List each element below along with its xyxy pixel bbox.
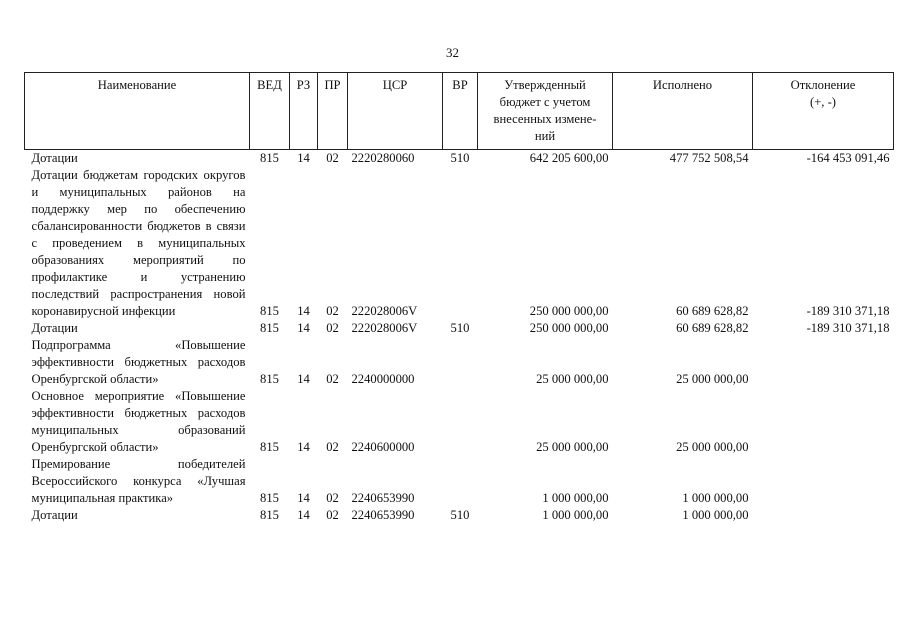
cell-name: Дотации [31,151,78,165]
cell-deviation: -189 310 371,18 [806,321,890,335]
cell-rz: 14 [297,508,310,522]
budget-table [24,72,894,524]
cell-csr: 222028006V [351,304,418,318]
table-row [25,150,894,168]
cell-name: Подпрограмма «Повышение эффективности бюджетных расходов Оренбургской области» [31,338,246,386]
table-row [25,507,894,524]
cell-csr: 2240653990 [351,491,415,505]
page-number: 32 [446,45,459,60]
cell-vr [443,456,478,507]
cell-approved: 642 205 600,00 [529,151,609,165]
cell-vr [443,388,478,456]
cell-pr: 02 [326,508,339,522]
cell-name: Премирование победителей Всероссийского конкурса «Лучшая муниципальная практика» [31,457,246,505]
header-approved: Утвержденный бюджет с учетом внесенных измене-ний [478,73,613,150]
cell-pr: 02 [326,372,339,386]
cell-executed: 1 000 000,00 [682,491,749,505]
cell-executed: 477 752 508,54 [669,151,749,165]
cell-pr: 02 [326,491,339,505]
cell-csr: 2240000000 [351,372,415,386]
cell-rz: 14 [297,491,310,505]
cell-deviation: -189 310 371,18 [806,304,890,318]
table-row [25,320,894,337]
cell-vr: 510 [450,508,470,522]
cell-pr: 02 [326,304,339,318]
cell-rz: 14 [297,321,310,335]
cell-approved: 1 000 000,00 [542,491,609,505]
cell-rz: 14 [297,304,310,318]
cell-pr: 02 [326,151,339,165]
table-row [25,337,894,388]
cell-csr: 2240653990 [351,508,415,522]
cell-vr [443,167,478,320]
cell-name: Дотации [31,508,78,522]
cell-pr: 02 [326,321,339,335]
header-csr: ЦСР [348,73,443,150]
cell-approved: 1 000 000,00 [542,508,609,522]
cell-executed: 25 000 000,00 [676,440,749,454]
header-vr: ВР [443,73,478,150]
cell-approved: 25 000 000,00 [536,372,609,386]
cell-vr: 510 [450,321,470,335]
cell-approved: 25 000 000,00 [536,440,609,454]
cell-deviation [753,456,894,507]
cell-name: Дотации бюджетам городских округов и муниципальных районов на поддержку мер по обеспечению сбалансированности бюджетов в связи с проведением в муниципальных образованиях мероприятий по профилактике и устранению последствий распространения новой коронавирусной инфекции [31,168,246,318]
cell-name: Основное мероприятие «Повышение эффективности бюджетных расходов муниципальных образований Оренбургской области» [31,389,246,454]
cell-ved: 815 [260,304,279,318]
header-pr: ПР [318,73,348,150]
cell-rz: 14 [297,151,310,165]
cell-ved: 815 [260,151,279,165]
cell-ved: 815 [260,440,279,454]
header-deviation [753,73,894,150]
cell-executed: 60 689 628,82 [676,321,749,335]
cell-executed: 60 689 628,82 [676,304,749,318]
cell-csr: 222028006V [351,321,418,335]
header-ved: ВЕД [250,73,290,150]
cell-executed: 25 000 000,00 [676,372,749,386]
cell-approved: 250 000 000,00 [529,321,609,335]
header-deviation-label: Отклонение [790,78,856,92]
cell-approved: 250 000 000,00 [529,304,609,318]
cell-name: Дотации [31,321,78,335]
cell-executed: 1 000 000,00 [682,508,749,522]
cell-csr: 2240600000 [351,440,415,454]
header-name: Наименование [25,73,250,150]
table-row [25,167,894,320]
cell-vr [443,337,478,388]
cell-ved: 815 [260,491,279,505]
cell-ved: 815 [260,508,279,522]
cell-deviation [753,337,894,388]
cell-rz: 14 [297,372,310,386]
header-executed: Исполнено [613,73,753,150]
table-body [25,150,894,525]
table-header [25,73,894,150]
cell-deviation [753,388,894,456]
header-rz: РЗ [290,73,318,150]
table-row [25,456,894,507]
cell-ved: 815 [260,372,279,386]
cell-deviation: -164 453 091,46 [806,151,890,165]
cell-rz: 14 [297,440,310,454]
cell-pr: 02 [326,440,339,454]
table-row [25,388,894,456]
cell-csr: 2220280060 [351,151,415,165]
cell-ved: 815 [260,321,279,335]
cell-deviation [753,507,894,524]
header-deviation-sign: (+, -) [810,95,836,109]
cell-vr: 510 [450,151,470,165]
